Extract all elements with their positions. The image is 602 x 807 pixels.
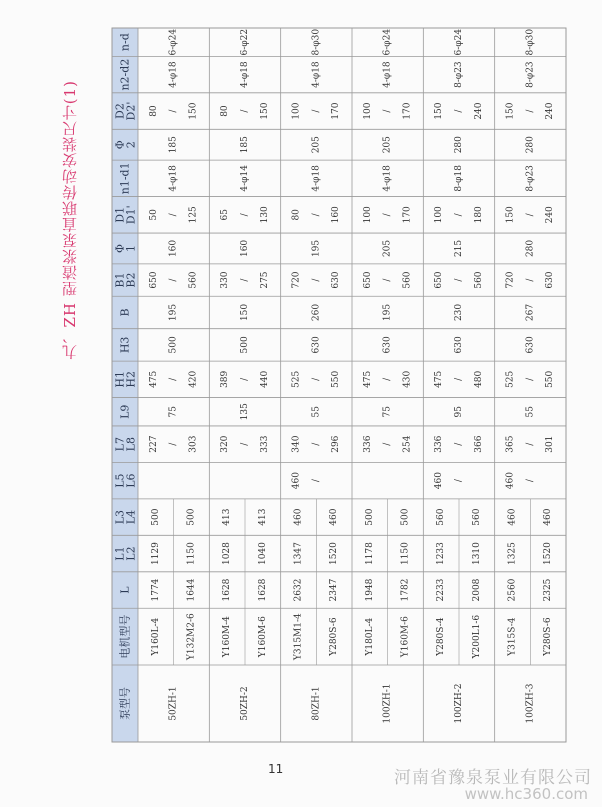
page-number: 11: [268, 762, 284, 776]
dim-B12-slash: /: [240, 278, 250, 282]
dim-L3: 560: [436, 508, 447, 526]
dim-L1: 1129: [150, 542, 161, 566]
motor-model: Y160L-4: [150, 617, 161, 656]
dim-L: 1644: [186, 578, 197, 602]
dim-D2-bottom: 150: [188, 102, 199, 120]
dim-H12-slash: /: [454, 377, 464, 381]
dim-L56-top: 460: [505, 472, 516, 490]
dim-D1-slash: /: [454, 213, 464, 217]
dim-B12-bottom: 560: [402, 271, 413, 289]
dim-n1d1: 4-φ18: [382, 165, 393, 192]
dim-D2-slash: /: [525, 109, 536, 113]
dim-n1d1: 4-φ18: [311, 165, 322, 192]
dim-n2d2: 8-φ23: [454, 61, 464, 88]
pump-model: 50ZH-1: [168, 686, 179, 721]
dim-nd: 6-φ24: [382, 28, 393, 56]
dim-L78-slash: /: [311, 442, 322, 446]
dim-L3: 460: [293, 508, 304, 526]
dim-phi2: 280: [525, 136, 536, 154]
dim-D1-slash: /: [382, 213, 393, 217]
dim-H3: 630: [382, 336, 393, 354]
dim-L56-top: 460: [434, 472, 445, 490]
header-label: D1: [113, 206, 127, 223]
dim-D1-slash: /: [525, 213, 536, 217]
dim-L3: 460: [329, 508, 340, 526]
dim-D2-bottom: 240: [473, 102, 484, 120]
header-label: L9: [118, 404, 132, 419]
dim-B12-slash: /: [168, 278, 179, 282]
motor-model: Y180L-4: [364, 617, 375, 656]
motor-model: Y132M2-6: [186, 613, 197, 661]
dim-H12-bottom: 550: [545, 370, 556, 388]
header-label: 电机型号: [118, 614, 132, 659]
dim-L3: 500: [186, 508, 197, 526]
header-label: L4: [124, 509, 138, 525]
header-label: Φ: [113, 140, 127, 150]
dim-D1-top: 150: [505, 206, 516, 224]
dim-nd: 6-φ24: [454, 28, 464, 56]
dim-L9: 55: [311, 406, 322, 418]
dim-L78-slash: /: [454, 442, 464, 446]
dim-D2-slash: /: [382, 109, 393, 113]
dim-B12-top: 650: [434, 271, 445, 289]
dim-B: 150: [240, 303, 250, 322]
dim-n1d1: 8-φ23: [525, 165, 536, 192]
dim-B: 267: [525, 303, 536, 322]
dim-D2-top: 150: [434, 102, 445, 120]
dim-L: 1774: [150, 578, 161, 602]
dim-B12-slash: /: [454, 278, 464, 282]
dim-L1: 1040: [257, 542, 268, 566]
dim-D2-top: 150: [505, 102, 516, 120]
header-label: B2: [124, 272, 138, 288]
motor-model: Y160M-4: [222, 616, 233, 658]
dim-phi1: 160: [168, 239, 179, 258]
dim-L1: 1028: [222, 542, 233, 566]
dim-H12-slash: /: [382, 377, 393, 381]
pump-model: 100ZH-2: [454, 683, 464, 724]
dim-L1: 1150: [400, 542, 411, 566]
dim-H3: 500: [240, 336, 250, 354]
dim-L78-bottom: 303: [188, 435, 199, 453]
dim-H12-top: 475: [362, 370, 373, 388]
pump-model: 100ZH-1: [382, 683, 393, 724]
dim-B: 230: [454, 303, 464, 322]
dim-B: 195: [168, 303, 179, 322]
dim-L78-top: 340: [291, 435, 302, 453]
dim-L3: 460: [543, 508, 554, 526]
dim-D1-bottom: 240: [545, 206, 556, 224]
dim-phi2: 185: [168, 136, 179, 154]
dim-L1: 1520: [543, 542, 554, 566]
dim-n2d2: 4-φ18: [240, 61, 250, 88]
dim-L3: 500: [150, 508, 161, 526]
header-label: L6: [124, 473, 138, 488]
dim-L78-top: 336: [362, 435, 373, 453]
dim-D1-top: 50: [148, 209, 159, 221]
dim-D2-bottom: 170: [331, 102, 342, 120]
dim-L9: 95: [454, 406, 464, 418]
dim-H12-bottom: 550: [331, 370, 342, 388]
dim-H12-top: 475: [148, 370, 159, 388]
header-label: B: [118, 308, 132, 317]
dim-B12-slash: /: [525, 278, 536, 282]
pump-model: 100ZH-3: [525, 683, 536, 724]
dim-H12-top: 525: [505, 370, 516, 388]
dim-B12-bottom: 560: [188, 271, 199, 289]
motor-model: Y280S-6: [329, 617, 340, 656]
dim-B12-top: 720: [291, 271, 302, 289]
dim-B12-slash: /: [311, 278, 322, 282]
dim-L: 2347: [329, 578, 340, 602]
dim-L56-top: 460: [291, 472, 302, 490]
dim-H12-slash: /: [525, 377, 536, 381]
dim-L9: 75: [168, 406, 179, 418]
dim-L3: 560: [471, 508, 482, 526]
dim-L1: 1233: [436, 542, 447, 566]
dim-D1-top: 80: [291, 209, 302, 221]
dim-D2-top: 100: [291, 102, 302, 120]
dim-L78-top: 227: [148, 435, 159, 453]
dim-L78-bottom: 296: [331, 435, 342, 453]
dim-phi1: 215: [454, 239, 464, 258]
dim-L78-bottom: 366: [473, 435, 484, 453]
dim-D1-top: 100: [362, 206, 373, 224]
dim-L56-slash: /: [525, 479, 536, 483]
dim-H12-slash: /: [240, 377, 250, 381]
dim-L78-top: 365: [505, 435, 516, 453]
dim-H12-bottom: 440: [259, 370, 270, 388]
dim-H12-slash: /: [168, 377, 179, 381]
dim-n2d2: 4-φ18: [382, 61, 393, 88]
motor-model: Y280S-6: [543, 617, 554, 656]
dim-H12-slash: /: [311, 377, 322, 381]
watermark-url: www.hc360.com: [464, 785, 588, 803]
dim-n1d1: 4-φ14: [240, 165, 250, 192]
dim-L9: 135: [240, 403, 250, 421]
header-label: 2: [124, 141, 138, 149]
dim-L78-slash: /: [525, 442, 536, 446]
dim-D2-top: 100: [362, 102, 373, 120]
dim-L3: 500: [364, 508, 375, 526]
page-title: 九、ZH 型渣浆泵直联传动安装尺寸(1): [61, 80, 79, 360]
dim-L3: 413: [222, 508, 233, 526]
header-label: H3: [118, 336, 132, 354]
dim-B12-slash: /: [382, 278, 393, 282]
dim-H3: 630: [525, 336, 536, 354]
dim-L: 2632: [293, 578, 304, 602]
header-label: H1: [113, 371, 127, 388]
dim-D2-top: 80: [220, 105, 231, 117]
dim-H3: 630: [311, 336, 322, 354]
header-label: L3: [113, 509, 127, 525]
dim-L1: 1178: [364, 542, 375, 566]
dim-phi1: 195: [311, 239, 322, 258]
dim-phi2: 205: [382, 136, 393, 154]
dim-L3: 413: [257, 508, 268, 526]
header-label: L7: [113, 437, 127, 452]
dim-n2d2: 8-φ23: [525, 61, 536, 88]
dim-n2d2: 4-φ18: [311, 61, 322, 88]
header-label: n-d: [118, 33, 132, 52]
dim-D2-bottom: 240: [545, 102, 556, 120]
header-label: n1-d1: [118, 162, 132, 195]
dim-H12-top: 389: [220, 370, 231, 388]
dim-nd: 6-φ24: [168, 28, 179, 56]
dim-L: 1782: [400, 578, 411, 602]
dim-B12-top: 330: [220, 271, 231, 289]
dim-L1: 1520: [329, 542, 340, 566]
dim-L1: 1347: [293, 542, 304, 566]
dim-L56-slash: /: [454, 479, 464, 483]
header-label: Φ: [113, 243, 127, 253]
dim-phi2: 205: [311, 136, 322, 154]
dim-D2-slash: /: [240, 109, 250, 113]
dim-L3: 460: [507, 508, 518, 526]
header-label: L8: [124, 437, 138, 452]
dim-L: 1628: [222, 578, 233, 602]
header-label: H2: [124, 371, 138, 388]
dim-nd: 6-φ22: [240, 28, 250, 56]
pump-model: 50ZH-2: [240, 686, 250, 721]
pump-model: 80ZH-1: [311, 686, 322, 721]
watermark-company: 河南省豫泉泵业有限公司: [394, 768, 592, 788]
dim-n2d2: 4-φ18: [168, 61, 179, 88]
dim-D1-slash: /: [240, 213, 250, 217]
header-label: n2-d2: [118, 58, 132, 91]
header-label: L5: [113, 473, 127, 488]
motor-model: Y315S-4: [507, 617, 518, 656]
dim-D2-bottom: 150: [259, 102, 270, 120]
dim-D2-slash: /: [311, 109, 322, 113]
header-label: D1': [124, 205, 138, 225]
dim-D1-bottom: 160: [331, 206, 342, 224]
dim-D2-slash: /: [454, 109, 464, 113]
dim-L1: 1325: [507, 542, 518, 566]
dim-B12-top: 650: [148, 271, 159, 289]
dim-phi1: 205: [382, 239, 393, 258]
dim-D2-bottom: 170: [402, 102, 413, 120]
dim-H12-top: 525: [291, 370, 302, 388]
dim-L78-slash: /: [240, 442, 250, 446]
dim-H12-bottom: 480: [473, 370, 484, 388]
dim-B12-top: 650: [362, 271, 373, 289]
dim-D1-slash: /: [311, 213, 322, 217]
motor-model: Y160M-6: [257, 616, 268, 658]
dim-D1-slash: /: [168, 213, 179, 217]
dim-L: 1948: [364, 578, 375, 602]
motor-model: Y200L1-6: [471, 614, 482, 659]
dim-L3: 500: [400, 508, 411, 526]
header-label: L1: [113, 546, 127, 561]
dim-L78-slash: /: [382, 442, 393, 446]
dim-L: 2233: [436, 578, 447, 602]
dim-H3: 500: [168, 336, 179, 354]
motor-model: Y280S-4: [436, 617, 447, 656]
dim-phi1: 280: [525, 239, 536, 258]
dim-B12-bottom: 275: [259, 271, 270, 289]
dim-L1: 1150: [186, 542, 197, 566]
dim-L78-slash: /: [168, 442, 179, 446]
header-label: L: [118, 586, 132, 594]
dim-L9: 75: [382, 406, 393, 418]
dim-n1d1: 8-φ18: [454, 165, 464, 192]
header-label: 泵型号: [118, 687, 132, 721]
dim-L: 2325: [543, 578, 554, 602]
dim-L78-bottom: 254: [402, 435, 413, 453]
header-label: 1: [124, 244, 138, 252]
dim-L: 2008: [471, 578, 482, 602]
dim-D2-slash: /: [168, 109, 179, 113]
dim-L9: 55: [525, 406, 536, 418]
dim-B12-bottom: 560: [473, 271, 484, 289]
dim-H12-bottom: 430: [402, 370, 413, 388]
dim-B12-bottom: 630: [331, 271, 342, 289]
dim-D1-top: 100: [434, 206, 445, 224]
dim-D1-top: 65: [220, 209, 231, 221]
dim-L: 2560: [507, 578, 518, 602]
header-label: D2': [124, 101, 138, 121]
dim-H3: 630: [454, 336, 464, 354]
dim-n1d1: 4-φ18: [168, 165, 179, 192]
dim-phi1: 160: [240, 239, 250, 258]
dim-B: 260: [311, 303, 322, 322]
dim-D1-bottom: 130: [259, 206, 270, 224]
dim-L78-bottom: 333: [259, 435, 270, 453]
header-label: L2: [124, 546, 138, 561]
header-label: B1: [113, 272, 127, 288]
dim-L78-top: 336: [434, 435, 445, 453]
dim-phi2: 185: [240, 136, 250, 154]
header-label: D2: [113, 103, 127, 119]
dim-H12-bottom: 420: [188, 370, 199, 388]
dim-B12-top: 720: [505, 271, 516, 289]
dim-L1: 1310: [471, 542, 482, 566]
dim-L: 1628: [257, 578, 268, 602]
dim-D1-bottom: 180: [473, 206, 484, 224]
dim-B: 195: [382, 303, 393, 322]
dim-L78-top: 320: [220, 435, 231, 453]
dim-phi2: 280: [454, 136, 464, 154]
dim-D1-bottom: 170: [402, 206, 413, 224]
motor-model: Y315M1-4: [293, 613, 304, 661]
dim-nd: 8-φ30: [311, 28, 322, 56]
dim-B12-bottom: 630: [545, 271, 556, 289]
dim-D2-top: 80: [148, 105, 159, 117]
dim-L56-slash: /: [311, 479, 322, 483]
dim-H12-top: 475: [434, 370, 445, 388]
dim-D1-bottom: 125: [188, 206, 199, 224]
dim-nd: 8-φ30: [525, 28, 536, 56]
motor-model: Y160M-6: [400, 616, 411, 658]
dim-L78-bottom: 301: [545, 435, 556, 453]
